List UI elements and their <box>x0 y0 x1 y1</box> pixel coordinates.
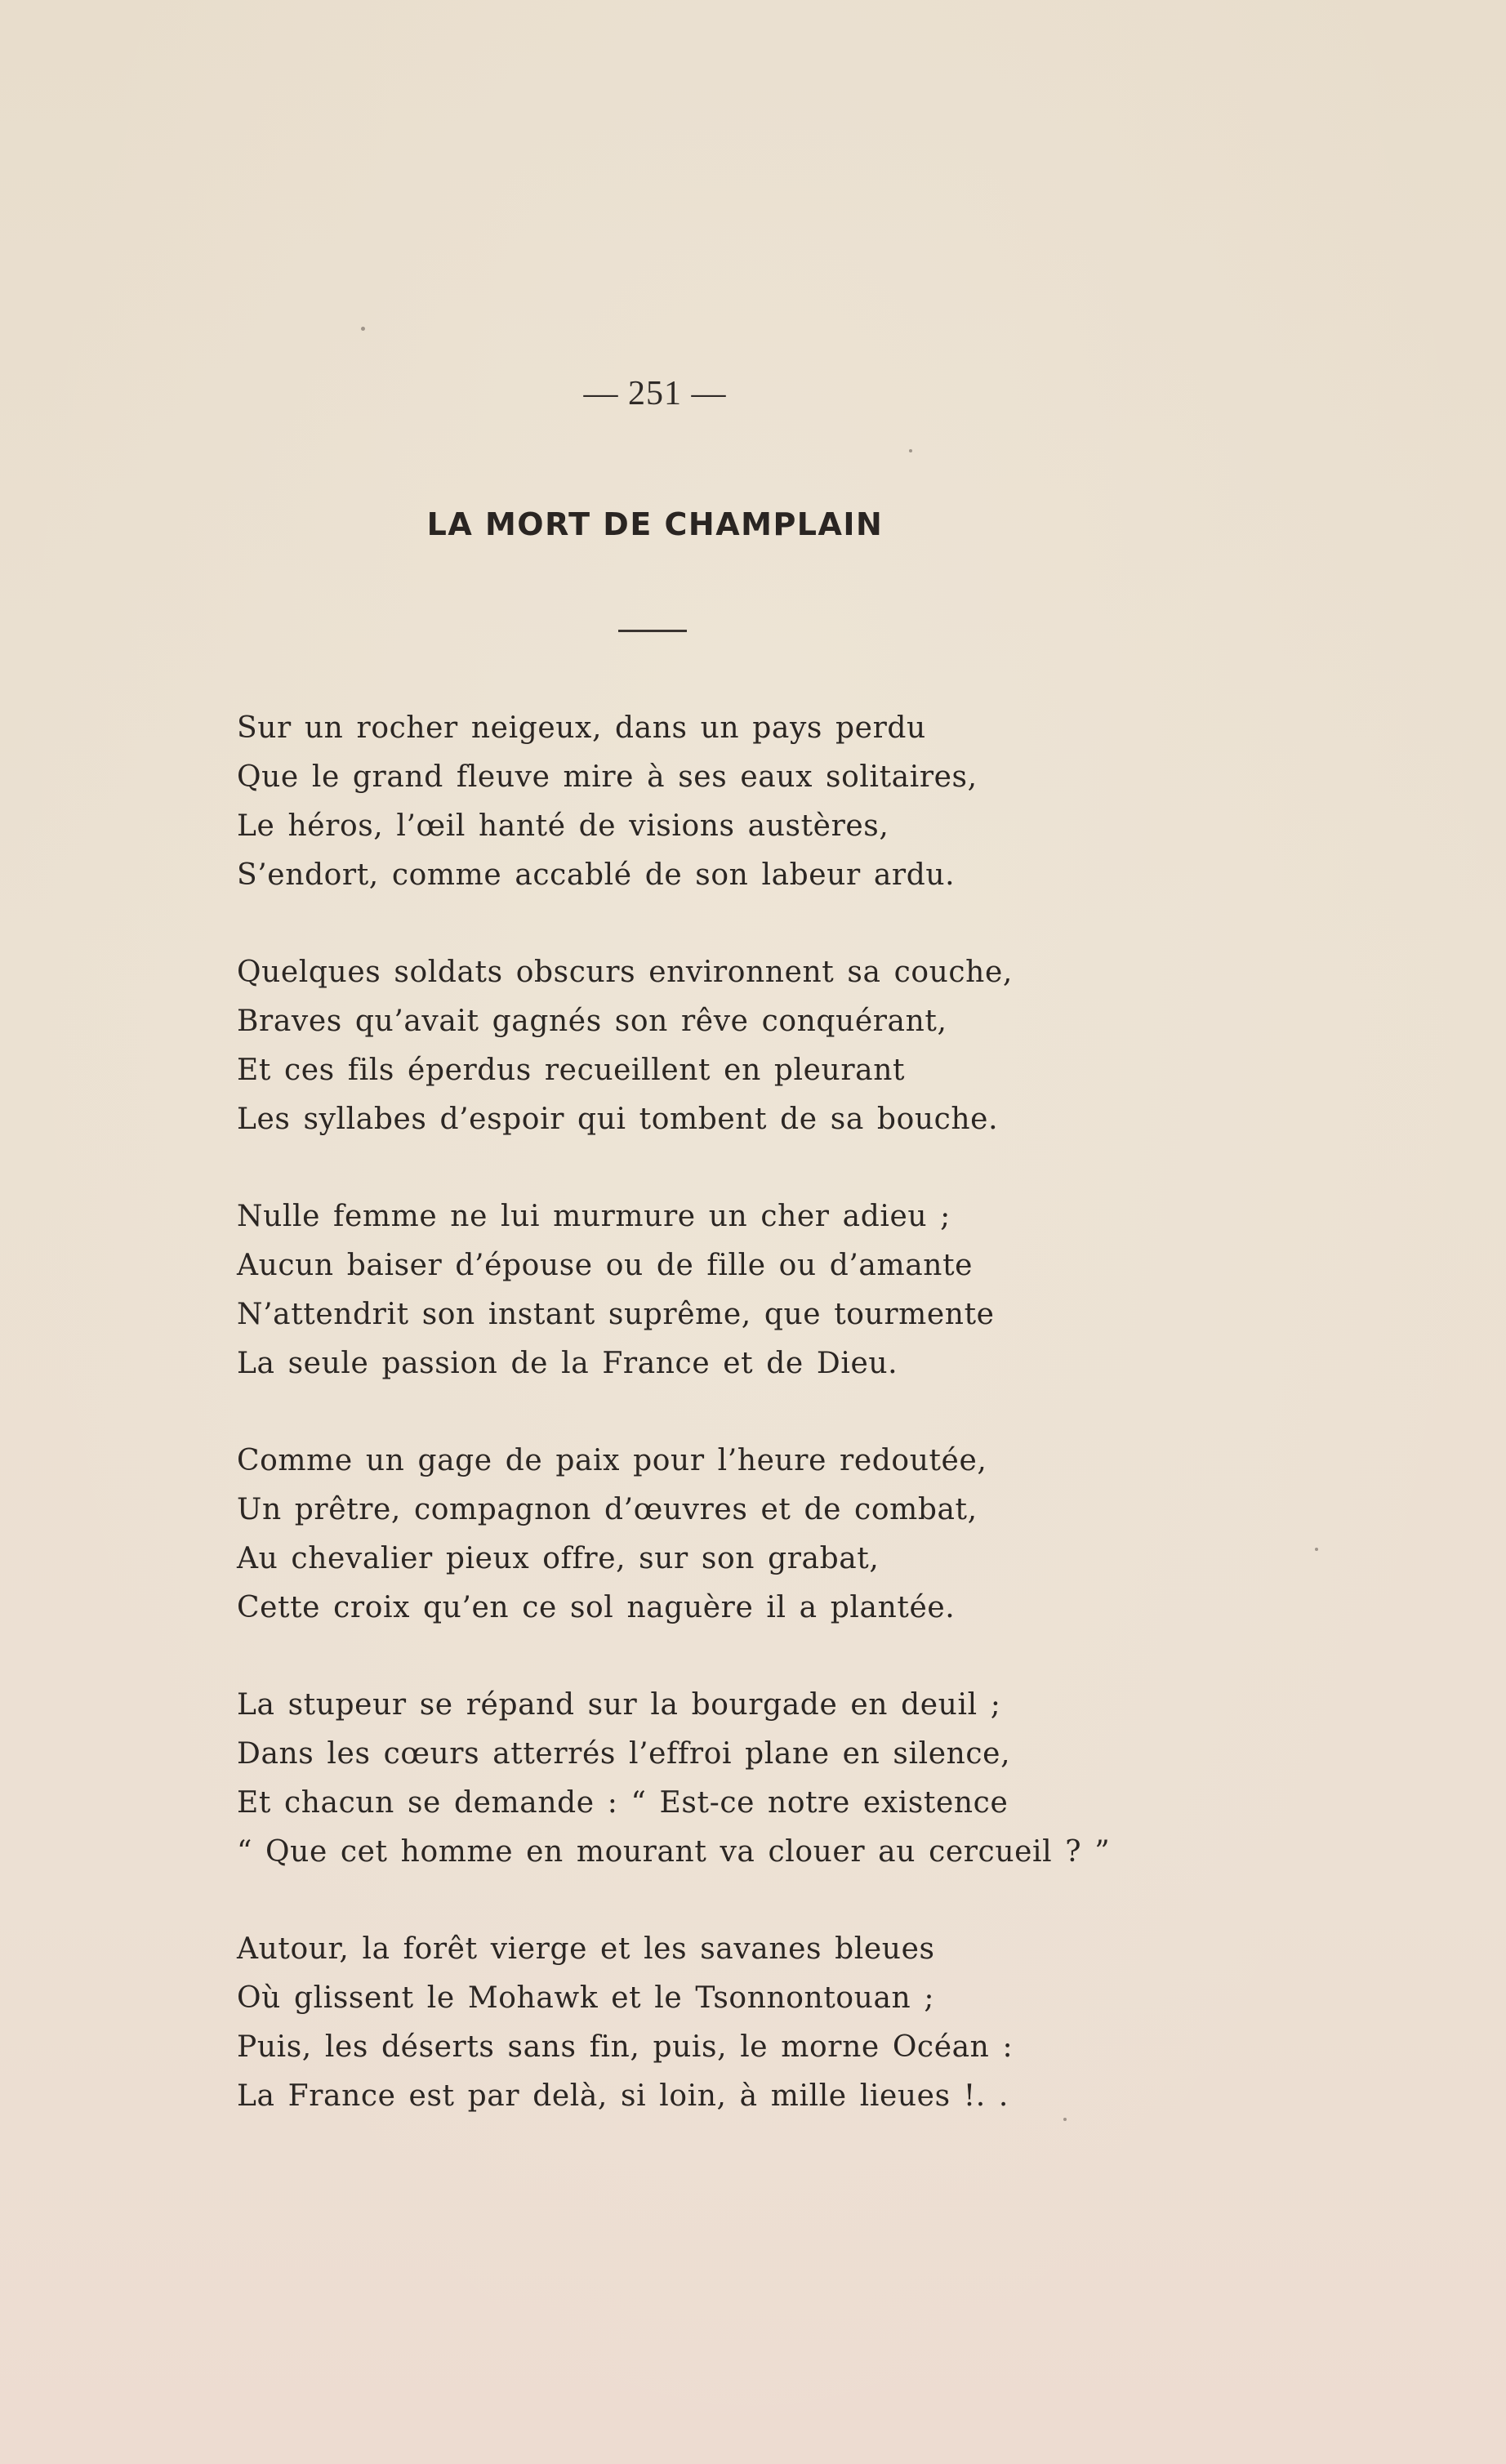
verse-line: “ Que cet homme en mourant va clouer au cercueil ? ” <box>237 1835 1111 1869</box>
verse-line: Aucun baiser d’épouse ou de fille ou d’amante <box>237 1249 974 1282</box>
verse-line: Dans les cœurs atterrés l’effroi plane en silence, <box>237 1737 1011 1771</box>
verse-line: Les syllabes d’espoir qui tombent de sa bouche. <box>237 1103 999 1136</box>
stanza-1 <box>237 704 1176 900</box>
verse-line: Et ces fils éperdus recueillent en pleurant <box>237 1054 906 1087</box>
verse-line: Le héros, l’œil hanté de visions austères, <box>237 809 889 843</box>
ink-speck <box>1315 1548 1318 1551</box>
verse-line: Puis, les déserts sans fin, puis, le morne Océan : <box>237 2030 1014 2064</box>
stanza-4 <box>237 1437 1176 1633</box>
stanza-3 <box>237 1192 1176 1388</box>
stanza-2 <box>237 948 1176 1144</box>
verse-line: N’attendrit son instant suprême, que tourmente <box>237 1298 995 1331</box>
page-number: — 251 — <box>583 375 727 412</box>
poem-body <box>237 704 1176 2169</box>
verse-line: Nulle femme ne lui murmure un cher adieu ; <box>237 1200 951 1233</box>
poem-title: LA MORT DE CHAMPLAIN <box>426 506 884 542</box>
verse-line: Au chevalier pieux offre, sur son grabat, <box>237 1542 880 1575</box>
stanza-5 <box>237 1681 1176 1877</box>
verse-line: Et chacun se demande : “ Est-ce notre existence <box>237 1786 1009 1820</box>
verse-line: Braves qu’avait gagnés son rêve conquérant, <box>237 1005 947 1038</box>
verse-line: Un prêtre, compagnon d’œuvres et de combat, <box>237 1493 978 1526</box>
verse-line: La seule passion de la France et de Dieu. <box>237 1347 898 1380</box>
verse-line: S’endort, comme accablé de son labeur ardu. <box>237 858 956 892</box>
verse-line: Où glissent le Mohawk et le Tsonnontouan ; <box>237 1981 935 2015</box>
verse-line: Sur un rocher neigeux, dans un pays perdu <box>237 711 926 745</box>
ink-speck <box>909 449 912 452</box>
verse-line: Autour, la forêt vierge et les savanes bleues <box>237 1932 935 1966</box>
verse-line: Cette croix qu’en ce sol naguère il a plantée. <box>237 1591 956 1624</box>
ink-speck <box>361 327 365 331</box>
verse-line: Que le grand fleuve mire à ses eaux solitaires, <box>237 760 978 794</box>
verse-line: La stupeur se répand sur la bourgade en deuil ; <box>237 1688 1001 1722</box>
verse-line: La France est par delà, si loin, à mille lieues !. . <box>237 2079 1009 2113</box>
verse-line: Quelques soldats obscurs environnent sa couche, <box>237 956 1013 989</box>
title-divider <box>618 630 687 632</box>
stanza-6 <box>237 1925 1176 2121</box>
verse-line: Comme un gage de paix pour l’heure redoutée, <box>237 1444 987 1477</box>
